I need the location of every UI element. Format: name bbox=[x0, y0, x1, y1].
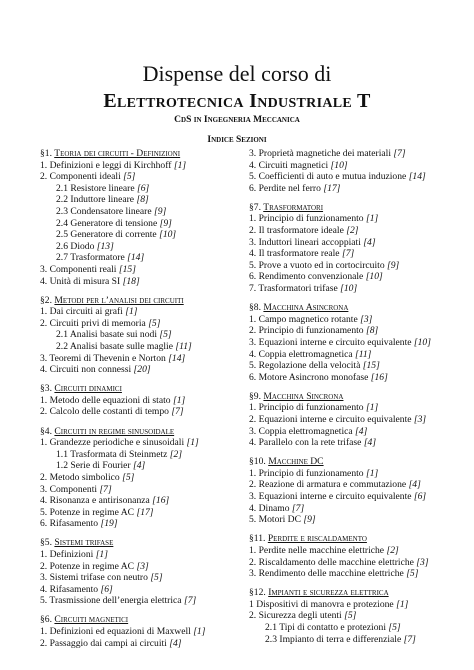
item-page-ref: [10] bbox=[330, 159, 348, 171]
item-page-ref: [2] bbox=[169, 448, 183, 460]
index-section bbox=[249, 391, 449, 449]
index-item bbox=[40, 549, 236, 561]
section-number: §12. bbox=[249, 587, 266, 599]
index-item bbox=[249, 237, 449, 249]
index-item bbox=[249, 402, 449, 414]
item-page-ref: [13] bbox=[96, 240, 114, 252]
item-page-ref: [17] bbox=[136, 506, 154, 518]
item-page-ref: [16] bbox=[152, 495, 170, 507]
index-subitem bbox=[40, 241, 236, 253]
item-text: 1. Definizioni ed equazioni di Maxwell bbox=[40, 626, 191, 638]
item-page-ref: [14] bbox=[127, 252, 145, 264]
index-section bbox=[40, 426, 236, 530]
section-heading bbox=[249, 302, 449, 314]
item-page-ref: [7] bbox=[99, 483, 112, 495]
section-number: §1. bbox=[40, 148, 52, 159]
item-text: 2.1 Analisi basate sui nodi bbox=[56, 329, 157, 341]
index-item bbox=[40, 572, 236, 584]
section-heading bbox=[249, 533, 449, 545]
index-item bbox=[249, 160, 449, 172]
section-number: §9. bbox=[249, 390, 261, 402]
index-subitem bbox=[249, 634, 449, 646]
section-heading bbox=[249, 587, 449, 599]
index-item bbox=[249, 599, 449, 611]
item-text: 2.2 Analisi basate sulle maglie bbox=[56, 341, 173, 352]
item-page-ref: [8] bbox=[136, 194, 149, 206]
index-section bbox=[249, 302, 449, 383]
item-page-ref: [5] bbox=[344, 610, 357, 622]
item-page-ref: [6] bbox=[100, 583, 113, 595]
index-subitem bbox=[40, 194, 236, 206]
title-line-2: Elettrotecnica Industriale T bbox=[103, 90, 371, 112]
section-title: Metodi per l’analisi dei circuiti bbox=[54, 294, 184, 306]
item-page-ref: [7] bbox=[393, 148, 406, 159]
item-text: 2. Equazioni interne e circuito equivalente bbox=[249, 413, 412, 425]
item-page-ref: [15] bbox=[362, 360, 380, 372]
item-page-ref: [7] bbox=[341, 248, 355, 260]
section-title: Circuiti magnetici bbox=[54, 614, 129, 626]
item-page-ref: [10] bbox=[365, 271, 383, 283]
index-item bbox=[249, 337, 449, 349]
item-page-ref: [1] bbox=[365, 213, 379, 225]
item-text: 2. Componenti ideali bbox=[40, 171, 121, 183]
item-page-ref: [1] bbox=[173, 159, 187, 171]
item-page-ref: [7] bbox=[291, 502, 305, 514]
index-item bbox=[249, 171, 449, 183]
index-item bbox=[40, 638, 236, 650]
item-page-ref: [11] bbox=[355, 348, 372, 360]
item-page-ref: [4] bbox=[408, 479, 421, 491]
item-text: 3. Equazioni interne e circuito equivalente bbox=[249, 491, 412, 503]
item-page-ref: [5] bbox=[123, 171, 136, 183]
index-section bbox=[249, 456, 449, 526]
item-text: 7. Trasformatori trifase bbox=[249, 283, 338, 295]
item-text: 2.3 Condensatore lineare bbox=[56, 205, 152, 217]
item-text: 3. Coppia elettromagnetica bbox=[249, 425, 353, 437]
item-text: 3. Teoremi di Thevenin e Norton bbox=[40, 352, 166, 364]
section-number: §10. bbox=[249, 456, 266, 468]
item-page-ref: [14] bbox=[408, 171, 426, 183]
section-number: §3. bbox=[40, 383, 52, 395]
item-page-ref: [5] bbox=[388, 621, 401, 633]
item-text: 1. Campo magnetico rotante bbox=[249, 313, 358, 325]
item-text: 2.1 Resistore lineare bbox=[56, 182, 135, 194]
section-heading bbox=[40, 614, 236, 626]
item-text: 6. Motore Asincrono monofase bbox=[249, 371, 369, 383]
item-text: 1. Definizioni bbox=[40, 549, 94, 560]
item-text: 4. Rifasamento bbox=[40, 583, 99, 595]
item-page-ref: [1] bbox=[396, 598, 409, 610]
item-text: 1.1 Trasformata di Steinmetz bbox=[56, 448, 168, 460]
index-item bbox=[249, 148, 449, 160]
index-item bbox=[40, 472, 236, 484]
index-item bbox=[40, 160, 236, 172]
item-text: 2. Sicurezza degli utenti bbox=[249, 610, 342, 622]
section-heading bbox=[40, 383, 236, 395]
item-page-ref: [1] bbox=[365, 467, 379, 479]
index-item bbox=[40, 306, 236, 318]
item-text: 1. Principio di funzionamento bbox=[249, 402, 364, 414]
item-text: 6. Rifasamento bbox=[40, 518, 99, 530]
item-text: 2. Circuiti privi di memoria bbox=[40, 317, 146, 329]
item-page-ref: [11] bbox=[175, 341, 192, 352]
section-heading bbox=[249, 391, 449, 403]
index-section bbox=[40, 295, 236, 376]
index-item bbox=[249, 314, 449, 326]
index-item bbox=[249, 225, 449, 237]
item-text: 4. Coppia elettromagnetica bbox=[249, 348, 353, 360]
item-page-ref: [10] bbox=[340, 283, 358, 295]
index-subitem bbox=[40, 218, 236, 230]
item-text: 1. Principio di funzionamento bbox=[249, 467, 364, 479]
index-subitem bbox=[40, 449, 236, 461]
item-page-ref: [2] bbox=[386, 544, 399, 556]
index-item bbox=[40, 584, 236, 596]
item-text: 2. Calcolo delle costanti di tempo bbox=[40, 406, 169, 418]
index-column-left bbox=[40, 148, 236, 657]
item-page-ref: [9] bbox=[387, 259, 400, 271]
item-page-ref: [9] bbox=[159, 217, 172, 229]
item-text: 1 Dispositivi di manovra e protezione bbox=[249, 598, 394, 610]
index-item bbox=[249, 260, 449, 272]
item-text: 2. Passaggio dai campi ai circuiti bbox=[40, 637, 167, 649]
item-page-ref: [7] bbox=[171, 406, 184, 418]
item-text: 5. Trasmissione dell’energia elettrica bbox=[40, 595, 182, 607]
item-page-ref: [17] bbox=[323, 182, 341, 194]
item-page-ref: [8] bbox=[365, 325, 379, 337]
index-section bbox=[249, 148, 449, 194]
item-page-ref: [18] bbox=[122, 275, 140, 287]
item-text: 2. Potenze in regime AC bbox=[40, 560, 135, 572]
index-item bbox=[40, 561, 236, 573]
item-page-ref: [14] bbox=[168, 352, 186, 364]
item-text: 4. Risonanza e antirisonanza bbox=[40, 495, 150, 507]
index-item bbox=[249, 213, 449, 225]
index-item bbox=[249, 248, 449, 260]
item-text: 2.5 Generatore di corrente bbox=[56, 229, 157, 241]
section-number: §7. bbox=[249, 201, 261, 213]
item-text: 2.3 Impianto di terra e differenziale bbox=[265, 633, 402, 645]
index-section bbox=[40, 383, 236, 418]
item-page-ref: [4] bbox=[363, 236, 376, 248]
item-text: 4. Dinamo bbox=[249, 502, 290, 514]
item-page-ref: [9] bbox=[303, 514, 316, 526]
index-item bbox=[249, 360, 449, 372]
index-item bbox=[249, 349, 449, 361]
section-heading bbox=[40, 295, 236, 307]
item-page-ref: [1] bbox=[193, 626, 206, 638]
item-text: 4. Circuiti magnetici bbox=[249, 159, 329, 171]
index-subitem bbox=[40, 252, 236, 264]
item-page-ref: [19] bbox=[100, 518, 118, 530]
item-page-ref: [5] bbox=[159, 329, 172, 341]
item-text: 3. Equazioni interne e circuito equivalente bbox=[249, 336, 412, 348]
section-number: §8. bbox=[249, 302, 261, 314]
item-text: 1. Dai circuiti ai grafi bbox=[40, 306, 123, 318]
item-text: 2. Riscaldamento delle macchine elettriche bbox=[249, 556, 414, 568]
index-title: Indice Sezioni bbox=[207, 135, 267, 145]
item-text: 4. Il trasformatore reale bbox=[249, 248, 340, 260]
index-section bbox=[40, 537, 236, 607]
item-text: 2.6 Diodo bbox=[56, 240, 95, 252]
index-subitem bbox=[40, 183, 236, 195]
index-item bbox=[40, 318, 236, 330]
index-item bbox=[249, 426, 449, 438]
index-item bbox=[40, 395, 236, 407]
item-text: 5. Motori DC bbox=[249, 514, 301, 526]
item-text: 2. Il trasformatore ideale bbox=[249, 225, 344, 237]
section-title: Trasformatori bbox=[263, 201, 324, 213]
item-page-ref: [3] bbox=[136, 560, 149, 572]
item-page-ref: [4] bbox=[363, 437, 377, 449]
section-number: §2. bbox=[40, 294, 52, 306]
index-subitem bbox=[40, 229, 236, 241]
section-heading bbox=[249, 456, 449, 468]
item-page-ref: [1] bbox=[172, 394, 186, 406]
index-section bbox=[249, 587, 449, 645]
item-page-ref: [3] bbox=[416, 556, 429, 568]
index-item bbox=[40, 507, 236, 519]
item-text: 5. Coefficienti di auto e mutua induzione bbox=[249, 171, 407, 183]
index-item bbox=[249, 491, 449, 503]
item-page-ref: [10] bbox=[159, 229, 177, 241]
item-text: 1. Metodo delle equazioni di stato bbox=[40, 394, 171, 406]
index-item bbox=[40, 595, 236, 607]
item-page-ref: [10] bbox=[413, 336, 431, 348]
item-page-ref: [16] bbox=[370, 371, 388, 383]
item-page-ref: [5] bbox=[406, 568, 419, 580]
index-section bbox=[249, 202, 449, 295]
item-page-ref: [2] bbox=[346, 225, 359, 237]
item-page-ref: [9] bbox=[154, 205, 167, 217]
item-text: 2. Principio di funzionamento bbox=[249, 325, 364, 337]
section-heading bbox=[249, 202, 449, 214]
item-text: 2. Reazione di armatura e commutazione bbox=[249, 479, 407, 491]
item-page-ref: [1] bbox=[125, 306, 138, 318]
section-title: Macchine DC bbox=[268, 456, 324, 468]
item-text: 4. Parallelo con la rete trifase bbox=[249, 437, 362, 449]
index-item bbox=[249, 468, 449, 480]
index-item bbox=[40, 518, 236, 530]
item-page-ref: [6] bbox=[137, 182, 150, 194]
item-text: 1.2 Serie di Fourier bbox=[56, 460, 131, 472]
item-text: 3. Rendimento delle macchine elettriche bbox=[249, 568, 404, 580]
item-page-ref: [6] bbox=[413, 491, 427, 503]
index-subitem bbox=[40, 329, 236, 341]
item-page-ref: [5] bbox=[150, 572, 163, 584]
item-page-ref: [4] bbox=[133, 460, 146, 472]
item-text: 2.7 Trasformatore bbox=[56, 252, 125, 264]
index-item bbox=[40, 171, 236, 183]
index-subitem bbox=[249, 622, 449, 634]
index-item bbox=[40, 353, 236, 365]
index-item bbox=[249, 514, 449, 526]
index-item bbox=[249, 479, 449, 491]
index-item bbox=[249, 568, 449, 580]
index-section bbox=[40, 614, 236, 649]
index-item bbox=[249, 545, 449, 557]
item-page-ref: [7] bbox=[403, 633, 416, 645]
item-text: 1. Grandezze periodiche e sinusoidali bbox=[40, 437, 185, 449]
index-section bbox=[40, 148, 236, 287]
item-text: 3. Componenti reali bbox=[40, 263, 117, 275]
item-page-ref: [15] bbox=[118, 263, 136, 275]
index-item bbox=[40, 437, 236, 449]
item-text: 5. Regolazione della velocità bbox=[249, 360, 361, 372]
index-item bbox=[40, 364, 236, 376]
item-text: 2. Metodo simbolico bbox=[40, 471, 120, 483]
item-text: 3. Proprietà magnetiche dei materiali bbox=[249, 148, 391, 159]
section-title: Macchina Sincrona bbox=[263, 390, 344, 402]
item-page-ref: [5] bbox=[148, 317, 161, 329]
index-item bbox=[40, 626, 236, 638]
index-item bbox=[249, 325, 449, 337]
index-column-right bbox=[249, 148, 449, 653]
item-text: 2.2 Induttore lineare bbox=[56, 194, 135, 206]
item-page-ref: [1] bbox=[186, 437, 199, 449]
index-item bbox=[249, 372, 449, 384]
item-page-ref: [7] bbox=[183, 595, 197, 607]
section-heading bbox=[40, 426, 236, 438]
item-text: 1. Perdite nelle macchine elettriche bbox=[249, 544, 385, 556]
index-item bbox=[40, 264, 236, 276]
index-item bbox=[249, 610, 449, 622]
section-number: §11. bbox=[249, 533, 266, 545]
index-subitem bbox=[40, 460, 236, 472]
item-text: 4. Circuiti non connessi bbox=[40, 364, 132, 376]
section-heading bbox=[40, 148, 236, 160]
item-text: 4. Unità di misura SI bbox=[40, 275, 121, 287]
item-text: 1. Definizioni e leggi di Kirchhoff bbox=[40, 159, 172, 171]
index-subitem bbox=[40, 341, 236, 353]
item-page-ref: [4] bbox=[169, 637, 182, 649]
item-page-ref: [1] bbox=[95, 549, 108, 560]
item-page-ref: [20] bbox=[133, 364, 151, 376]
section-title: Impianti e sicurezza elettrica bbox=[268, 587, 389, 599]
item-text: 2.4 Generatore di tensione bbox=[56, 217, 158, 229]
item-page-ref: [1] bbox=[365, 402, 379, 414]
section-title: Macchina Asincrona bbox=[263, 302, 349, 314]
item-text: 5. Prove a vuoto ed in cortocircuito bbox=[249, 259, 385, 271]
section-heading bbox=[40, 537, 236, 549]
item-page-ref: [4] bbox=[355, 425, 368, 437]
index-item bbox=[249, 437, 449, 449]
item-text: 2.1 Tipi di contatto e protezioni bbox=[265, 621, 386, 633]
index-item bbox=[249, 183, 449, 195]
index-item bbox=[249, 557, 449, 569]
index-item bbox=[40, 406, 236, 418]
section-title: Circuiti dinamici bbox=[54, 383, 122, 395]
index-item bbox=[40, 484, 236, 496]
section-number: §4. bbox=[40, 425, 52, 437]
item-page-ref: [3] bbox=[360, 313, 373, 325]
section-number: §5. bbox=[40, 537, 52, 549]
index-item bbox=[249, 503, 449, 515]
index-section bbox=[249, 533, 449, 579]
item-page-ref: [3] bbox=[413, 413, 427, 425]
index-item bbox=[249, 414, 449, 426]
index-item bbox=[40, 495, 236, 507]
title-line-3: CdS in Ingegneria Meccanica bbox=[174, 115, 300, 125]
item-text: 3. Induttori lineari accoppiati bbox=[249, 236, 361, 248]
title-line-1: Dispense del corso di bbox=[142, 61, 332, 86]
item-text: 6. Rendimento convenzionale bbox=[249, 271, 364, 283]
index-item bbox=[249, 283, 449, 295]
index-item bbox=[249, 271, 449, 283]
item-text: 1. Principio di funzionamento bbox=[249, 213, 364, 225]
section-title: Sistemi trifase bbox=[54, 537, 114, 549]
item-text: 3. Componenti bbox=[40, 483, 98, 495]
index-subitem bbox=[40, 206, 236, 218]
index-item bbox=[40, 276, 236, 288]
section-title: Teoria dei circuiti - Definizioni bbox=[54, 148, 181, 159]
item-page-ref: [5] bbox=[122, 471, 135, 483]
section-title: Circuiti in regime sinusoidale bbox=[54, 425, 175, 437]
section-number: §6. bbox=[40, 614, 52, 626]
section-title: Perdite e riscaldamento bbox=[267, 533, 367, 545]
item-text: 6. Perdite nel ferro bbox=[249, 182, 321, 194]
item-text: 3. Sistemi trifase con neutro bbox=[40, 572, 148, 584]
item-text: 5. Potenze in regime AC bbox=[40, 506, 135, 518]
